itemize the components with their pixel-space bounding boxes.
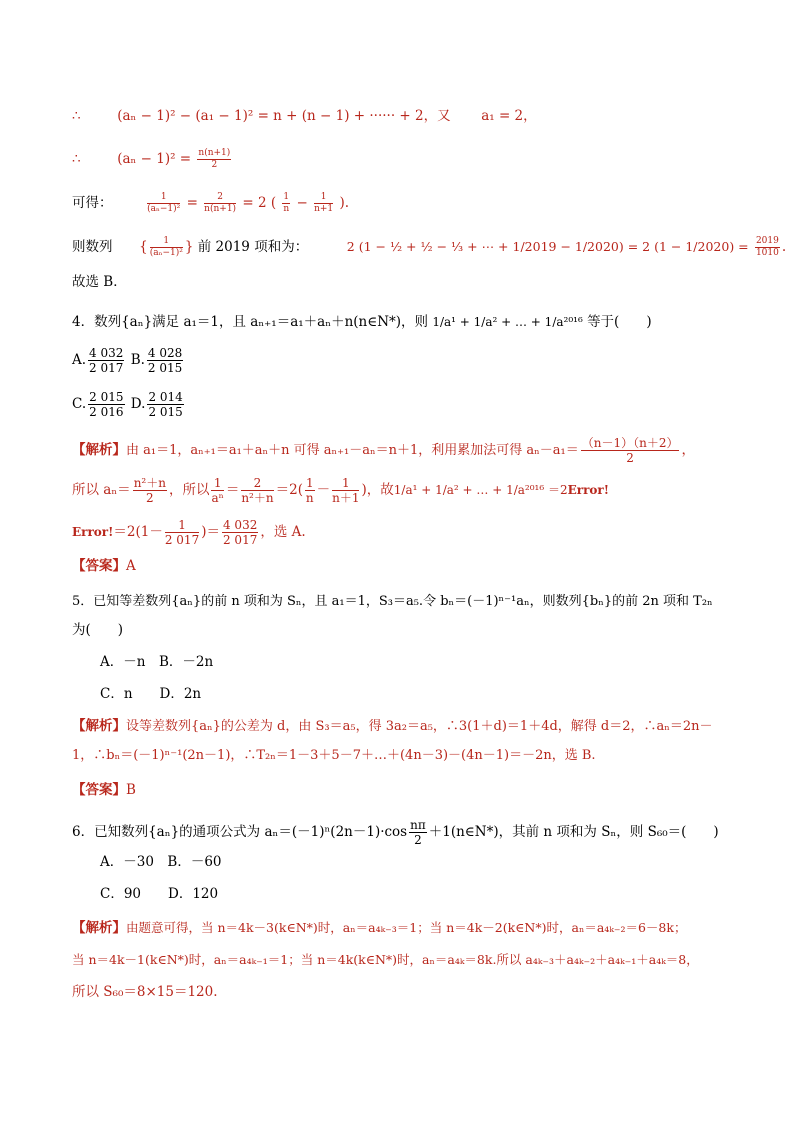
fraction: $\frac{n\pi}{2}$ <box>410 818 426 847</box>
error-marker: Error! <box>72 525 114 539</box>
q6-stem: 6．已知数列{aₙ}的通项公式为 aₙ＝(－1)ⁿ(2n－1)·cos $\frac{n\pi}{2}$ ＋1(n∈N*)，其前 n 项和为 Sₙ，则 S₆₀＝( ) <box>72 818 719 847</box>
q4-analysis-line-3: Error!＝2(1－ $\frac{1}{2 017}$ )＝ $\frac{4 032}{2 017}$ ，选 A. <box>72 518 306 547</box>
q6-analysis-line-2: 当 n＝4k－1(k∈N*)时，aₙ＝a₄ₖ₋₁＝1；当 n＝4k(k∈N*)时，aₙ＝a₄ₖ＝8k.所以 a₄ₖ₋₃＋a₄ₖ₋₂＋a₄ₖ₋₁＋a₄ₖ＝8， <box>72 952 699 967</box>
fraction: $\frac{(n-1)(n+2)}{2}$ <box>581 436 679 465</box>
fraction: $\frac{1}{\text{aⁿ}}$ <box>211 476 224 505</box>
answer-tag: 【答案】 <box>72 558 126 574</box>
error-marker: Error! <box>567 483 610 497</box>
fraction: $\frac{2}{\text{n²＋n}}$ <box>241 476 274 505</box>
fraction: $\frac{n(n+1)}{2}$ <box>198 148 231 170</box>
sol3-choice: 故选 B． <box>72 274 127 290</box>
q5-analysis-line-2: 1，∴bₙ＝(－1)ⁿ⁻¹(2n－1)，∴T₂ₙ＝1－3＋5－7＋…＋(4n－3)－(4n－1)＝－2n，选 B. <box>72 748 596 763</box>
sol3-recurrence: (aₙ − 1)² − (a₁ − 1)² = n + (n − 1) + ······ + 2，又 <box>117 108 451 124</box>
option-a: A. $\frac{4 032}{2 017}$ <box>72 346 124 375</box>
sol3-sum-expression: 2 (1 − ½ + ½ − ⅓ + ⋯ + 1/2019 − 1/2020) = 2 (1 − 1/2020) = <box>346 239 749 254</box>
q4-options-cd <box>72 390 722 419</box>
fraction: $\frac{\text{n²＋n}}{2}$ <box>133 476 166 505</box>
option-c: C. $\frac{2 015}{2 016}$ <box>72 390 124 419</box>
analysis-tag: 【解析】 <box>72 442 126 458</box>
answer-tag: 【答案】 <box>72 782 126 798</box>
q6-analysis-line-3: 所以 S₆₀＝8×15＝120. <box>72 984 218 1000</box>
q5-stem-line-1: 5．已知等差数列{aₙ}的前 n 项和为 Sₙ，且 a₁＝1，S₃＝a₅.令 bₙ＝(－1)ⁿ⁻¹aₙ，则数列{bₙ}的前 2n 项和 T₂ₙ <box>72 594 713 609</box>
fraction: $\frac{1}{\text{(aₙ−1)²}}$ <box>147 192 181 214</box>
option-d: D. $\frac{2 014}{2 015}$ <box>130 390 183 419</box>
fraction: $\frac{1}{n}$ <box>305 476 314 505</box>
q4-analysis-line-1: 【解析】由 a₁＝1，aₙ₊₁＝a₁＋aₙ＋n 可得 aₙ₊₁－aₙ＝n＋1，利用累加法可得 aₙ－a₁＝ $\frac{(n-1)(n+2)}{2}$ ， <box>72 436 695 465</box>
q6-analysis-line-1: 【解析】由题意可得，当 n＝4k－3(k∈N*)时，aₙ＝a₄ₖ₋₃＝1；当 n＝4k－2(k∈N*)时，aₙ＝a₄ₖ₋₂＝6－8k； <box>72 920 687 936</box>
label-shulie: 则数列 <box>72 239 113 255</box>
sol3-line-4: 则数列 { $\frac{1}{\text{(aₙ−1)²}}$ } 前 2019 项和为： 2 (1 − ½ + ½ − ⅓ + ⋯ + 1/2019 − 1/2020) = 2 (1 − 1/2020) = $\frac{2019}{1010}$ . <box>72 236 787 258</box>
option-b: B. $\frac{4 028}{2 015}$ <box>130 346 183 375</box>
analysis-tag: 【解析】 <box>72 718 126 734</box>
fraction: $\frac{1}{n}$ <box>283 192 290 214</box>
q4-stem: 4．数列{aₙ}满足 a₁＝1，且 aₙ₊₁＝a₁＋aₙ＋n(n∈N*)，则 1/a¹ + 1/a² + … + 1/a²⁰¹⁶ 等于( ) <box>72 314 652 330</box>
sol3-initial-condition: a₁ = 2， <box>481 108 537 124</box>
q4-reciprocal-sum: 1/a¹ + 1/a² + … + 1/a²⁰¹⁶ <box>432 315 583 329</box>
q4-answer: 【答案】A <box>72 558 136 574</box>
fraction: $\frac{1}{\text{(aₙ−1)²}}$ <box>149 236 183 258</box>
q6-options-ab: A．－30 B．－60 <box>100 854 222 870</box>
q4-analysis-line-2: 所以 aₙ＝ $\frac{\text{n²＋n}}{2}$ ，所以 $\frac{1}{\text{aⁿ}}$ ＝ $\frac{2}{\text{n²＋n}}$ ＝2( $\frac{1}{n}$ － $\frac{1}{n+1}$ )，故1/a¹ + 1/a² + … + 1/a²⁰¹⁶ ＝2Error! <box>72 476 610 505</box>
q5-stem-line-2: 为( ) <box>72 622 124 638</box>
q5-answer: 【答案】B <box>72 782 136 798</box>
q4-options-ab <box>72 346 722 375</box>
q5-analysis-line-1: 【解析】设等差数列{aₙ}的公差为 d，由 S₃＝a₅，得 3a₂＝a₅，∴3(1＋d)＝1＋4d，解得 d＝2，∴aₙ＝2n－ <box>72 718 713 734</box>
fraction: $\frac{4 032}{2 017}$ <box>222 518 258 547</box>
sol3-line-1 <box>72 106 722 126</box>
label-kede: 可得： <box>72 195 113 211</box>
fraction: $\frac{2}{n(n+1)}$ <box>204 192 237 214</box>
therefore-symbol: ∴ <box>72 151 81 167</box>
fraction: $\frac{1}{2 017}$ <box>164 518 200 547</box>
fraction: $\frac{1}{n+1}$ <box>314 192 334 214</box>
therefore-symbol: ∴ <box>72 108 81 124</box>
q5-options-ab: A．－n B．－2n <box>100 654 214 670</box>
sol3-square-lhs: (aₙ − 1)² = <box>117 151 192 167</box>
sol3-line-2 <box>72 148 722 171</box>
sol3-sum-label: 前 2019 项和为： <box>197 239 309 255</box>
q5-options-cd: C．n D．2n <box>100 686 202 702</box>
fraction: $\frac{2019}{1010}$ <box>755 236 779 258</box>
sol3-line-3: 可得： $\frac{1}{\text{(aₙ−1)²}}$ = $\frac{2}{n(n+1)}$ = 2 ( $\frac{1}{n}$ − $\frac{1}{n+1}$ ). <box>72 192 349 214</box>
analysis-tag: 【解析】 <box>72 920 126 936</box>
fraction: $\frac{1}{n+1}$ <box>332 476 360 505</box>
q6-options-cd: C．90 D．120 <box>100 886 219 902</box>
